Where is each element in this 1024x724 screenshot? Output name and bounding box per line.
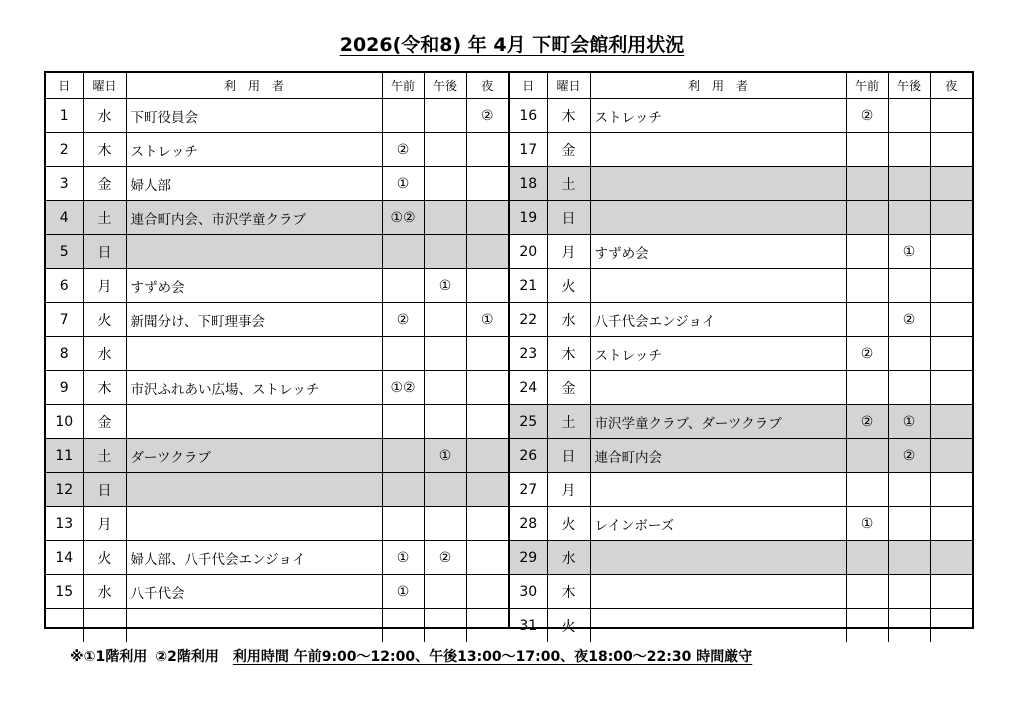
table-days-16-31 (510, 73, 972, 642)
cell-day: 6 (46, 269, 83, 303)
table-row (510, 473, 972, 507)
header-user: 利 用 者 (126, 73, 382, 99)
cell-weekday: 土 (83, 439, 126, 473)
cell-afternoon: ① (888, 235, 930, 269)
cell-weekday: 木 (547, 337, 590, 371)
table-row (510, 201, 972, 235)
cell-night (466, 269, 508, 303)
cell-morning (846, 167, 888, 201)
table-right-half (508, 73, 972, 635)
cell-weekday: 水 (83, 575, 126, 609)
cell-night (466, 609, 508, 643)
header-user: 利 用 者 (590, 73, 846, 99)
cell-morning: ①② (382, 201, 424, 235)
cell-night (466, 201, 508, 235)
cell-weekday: 水 (547, 303, 590, 337)
cell-morning: ①② (382, 371, 424, 405)
cell-afternoon (888, 541, 930, 575)
cell-weekday: 土 (547, 167, 590, 201)
cell-weekday: 木 (547, 575, 590, 609)
cell-afternoon (424, 303, 466, 337)
cell-afternoon: ① (888, 405, 930, 439)
cell-afternoon (888, 269, 930, 303)
cell-afternoon: ② (424, 541, 466, 575)
legend-first-floor: ※①1階利用 (70, 649, 148, 665)
cell-night (930, 575, 972, 609)
cell-night (930, 439, 972, 473)
document-title (0, 30, 1024, 57)
cell-night (930, 235, 972, 269)
cell-morning (846, 201, 888, 235)
cell-afternoon (888, 507, 930, 541)
cell-morning (382, 405, 424, 439)
cell-afternoon (424, 337, 466, 371)
table-days-1-15 (46, 73, 508, 642)
cell-morning: ① (382, 167, 424, 201)
cell-night (466, 473, 508, 507)
cell-day: 23 (510, 337, 547, 371)
cell-weekday: 日 (83, 235, 126, 269)
cell-night (466, 439, 508, 473)
cell-weekday: 水 (83, 337, 126, 371)
cell-day: 30 (510, 575, 547, 609)
cell-night (466, 405, 508, 439)
cell-weekday: 日 (83, 473, 126, 507)
table-row (46, 575, 508, 609)
cell-night: ② (466, 99, 508, 133)
cell-afternoon (424, 99, 466, 133)
cell-weekday: 月 (547, 235, 590, 269)
cell-afternoon (424, 133, 466, 167)
cell-weekday: 火 (547, 507, 590, 541)
cell-day: 29 (510, 541, 547, 575)
table-row (46, 371, 508, 405)
table-row (46, 541, 508, 575)
cell-afternoon (888, 473, 930, 507)
cell-night (930, 507, 972, 541)
cell-morning (846, 133, 888, 167)
cell-day: 13 (46, 507, 83, 541)
cell-morning: ② (846, 99, 888, 133)
cell-weekday: 金 (547, 371, 590, 405)
cell-night (466, 167, 508, 201)
cell-day: 18 (510, 167, 547, 201)
cell-day: 21 (510, 269, 547, 303)
cell-weekday: 月 (83, 269, 126, 303)
table-body-right (510, 99, 972, 643)
cell-morning (382, 99, 424, 133)
cell-night (930, 269, 972, 303)
cell-night (466, 371, 508, 405)
cell-day: 15 (46, 575, 83, 609)
cell-day: 16 (510, 99, 547, 133)
cell-weekday: 日 (547, 201, 590, 235)
table-row (46, 303, 508, 337)
cell-user (590, 541, 846, 575)
header-day: 日 (46, 73, 83, 99)
cell-weekday: 月 (83, 507, 126, 541)
cell-user (126, 235, 382, 269)
cell-user (590, 609, 846, 643)
cell-afternoon (424, 609, 466, 643)
cell-day: 9 (46, 371, 83, 405)
cell-morning (382, 439, 424, 473)
cell-day: 12 (46, 473, 83, 507)
table-row (46, 269, 508, 303)
cell-afternoon (424, 235, 466, 269)
cell-user (126, 405, 382, 439)
cell-afternoon (888, 609, 930, 643)
cell-day: 27 (510, 473, 547, 507)
cell-weekday: 土 (547, 405, 590, 439)
cell-user: 連合町内会 (590, 439, 846, 473)
cell-night (930, 541, 972, 575)
cell-afternoon (424, 405, 466, 439)
cell-morning (382, 235, 424, 269)
table-row (46, 473, 508, 507)
cell-morning: ① (846, 507, 888, 541)
cell-weekday: 水 (547, 541, 590, 575)
footnote (70, 646, 752, 666)
cell-morning: ① (382, 541, 424, 575)
cell-afternoon (424, 507, 466, 541)
header-day: 日 (510, 73, 547, 99)
cell-night (466, 507, 508, 541)
cell-user: レインボーズ (590, 507, 846, 541)
table-row (510, 133, 972, 167)
cell-morning (846, 235, 888, 269)
cell-user (590, 133, 846, 167)
cell-day (46, 609, 83, 643)
title-text: 2026(令和8) 年 4月 下町会館利用状況 (339, 34, 685, 56)
cell-weekday (83, 609, 126, 643)
cell-afternoon: ② (888, 303, 930, 337)
cell-afternoon (424, 473, 466, 507)
cell-user (126, 473, 382, 507)
cell-weekday: 水 (83, 99, 126, 133)
cell-night (466, 235, 508, 269)
cell-night (466, 541, 508, 575)
cell-morning: ② (846, 405, 888, 439)
cell-night (930, 473, 972, 507)
table-row (46, 201, 508, 235)
cell-afternoon: ② (888, 439, 930, 473)
cell-weekday: 月 (547, 473, 590, 507)
cell-morning (846, 609, 888, 643)
cell-user (126, 337, 382, 371)
header-row (46, 73, 508, 99)
cell-weekday: 木 (547, 99, 590, 133)
cell-night (930, 133, 972, 167)
cell-afternoon: ① (424, 269, 466, 303)
cell-day: 10 (46, 405, 83, 439)
table-row (510, 609, 972, 643)
table-row (510, 269, 972, 303)
cell-weekday: 土 (83, 201, 126, 235)
cell-morning (382, 473, 424, 507)
header-weekday: 曜日 (547, 73, 590, 99)
table-row (510, 167, 972, 201)
cell-user (126, 609, 382, 643)
header-morning: 午前 (846, 73, 888, 99)
cell-weekday: 金 (547, 133, 590, 167)
cell-night (930, 201, 972, 235)
cell-day: 2 (46, 133, 83, 167)
cell-day: 19 (510, 201, 547, 235)
table-row (510, 405, 972, 439)
cell-user: 新聞分け、下町理事会 (126, 303, 382, 337)
cell-afternoon (888, 337, 930, 371)
cell-night (930, 405, 972, 439)
cell-day: 24 (510, 371, 547, 405)
cell-afternoon (424, 201, 466, 235)
cell-weekday: 火 (83, 541, 126, 575)
cell-user: 下町役員会 (126, 99, 382, 133)
table-row (510, 575, 972, 609)
cell-afternoon (888, 99, 930, 133)
table-row (510, 439, 972, 473)
cell-morning: ② (846, 337, 888, 371)
cell-day: 8 (46, 337, 83, 371)
cell-morning (382, 269, 424, 303)
cell-night (466, 133, 508, 167)
table-row (510, 235, 972, 269)
cell-day: 20 (510, 235, 547, 269)
table-row (46, 133, 508, 167)
cell-morning (846, 269, 888, 303)
cell-user: 八千代会 (126, 575, 382, 609)
cell-day: 17 (510, 133, 547, 167)
header-afternoon: 午後 (888, 73, 930, 99)
cell-user (590, 371, 846, 405)
cell-afternoon (424, 575, 466, 609)
cell-day: 22 (510, 303, 547, 337)
cell-night (930, 609, 972, 643)
cell-day: 7 (46, 303, 83, 337)
cell-user: すずめ会 (590, 235, 846, 269)
cell-morning: ① (382, 575, 424, 609)
cell-user: 市沢ふれあい広場、ストレッチ (126, 371, 382, 405)
cell-morning: ② (382, 303, 424, 337)
cell-night (930, 303, 972, 337)
cell-afternoon (888, 133, 930, 167)
legend-second-floor: ②2階利用 (155, 649, 219, 665)
cell-night (466, 575, 508, 609)
table-row (46, 507, 508, 541)
cell-morning (846, 371, 888, 405)
header-row (510, 73, 972, 99)
cell-afternoon (888, 201, 930, 235)
cell-user: ダーツクラブ (126, 439, 382, 473)
table-left-half (46, 73, 508, 627)
cell-day: 5 (46, 235, 83, 269)
table-row (46, 609, 508, 643)
cell-user: 婦人部、八千代会エンジョイ (126, 541, 382, 575)
table-row (510, 337, 972, 371)
table-row (510, 507, 972, 541)
cell-user (590, 575, 846, 609)
table-row (46, 167, 508, 201)
cell-user (126, 507, 382, 541)
cell-morning (846, 541, 888, 575)
cell-weekday: 木 (83, 133, 126, 167)
cell-morning (382, 609, 424, 643)
cell-weekday: 火 (83, 303, 126, 337)
cell-weekday: 日 (547, 439, 590, 473)
cell-day: 31 (510, 609, 547, 643)
cell-morning (846, 473, 888, 507)
cell-user (590, 167, 846, 201)
cell-day: 14 (46, 541, 83, 575)
cell-weekday: 火 (547, 269, 590, 303)
table-row (46, 405, 508, 439)
table-row (46, 337, 508, 371)
cell-morning: ② (382, 133, 424, 167)
cell-user (590, 473, 846, 507)
table-row (46, 235, 508, 269)
cell-night (930, 337, 972, 371)
cell-weekday: 金 (83, 405, 126, 439)
cell-user (590, 201, 846, 235)
table-row (46, 99, 508, 133)
cell-night (930, 99, 972, 133)
cell-user: ストレッチ (590, 99, 846, 133)
cell-day: 1 (46, 99, 83, 133)
header-afternoon: 午後 (424, 73, 466, 99)
cell-night (466, 337, 508, 371)
header-weekday: 曜日 (83, 73, 126, 99)
header-night: 夜 (466, 73, 508, 99)
cell-user: 市沢学童クラブ、ダーツクラブ (590, 405, 846, 439)
table-row (46, 439, 508, 473)
table-row (510, 303, 972, 337)
cell-user: ストレッチ (126, 133, 382, 167)
cell-afternoon (888, 371, 930, 405)
cell-afternoon (424, 371, 466, 405)
cell-night: ① (466, 303, 508, 337)
cell-afternoon: ① (424, 439, 466, 473)
cell-morning (846, 575, 888, 609)
cell-weekday: 木 (83, 371, 126, 405)
cell-day: 25 (510, 405, 547, 439)
cell-user: ストレッチ (590, 337, 846, 371)
header-morning: 午前 (382, 73, 424, 99)
cell-user (590, 269, 846, 303)
cell-morning (382, 337, 424, 371)
usage-hours-note: 利用時間 午前9:00～12:00、午後13:00～17:00、夜18:00～22:30 時間厳守 (232, 649, 753, 665)
cell-afternoon (888, 575, 930, 609)
table-body-left (46, 99, 508, 643)
cell-day: 28 (510, 507, 547, 541)
cell-morning (846, 439, 888, 473)
cell-afternoon (424, 167, 466, 201)
table-row (510, 541, 972, 575)
cell-day: 26 (510, 439, 547, 473)
cell-user: 八千代会エンジョイ (590, 303, 846, 337)
header-night: 夜 (930, 73, 972, 99)
cell-weekday: 火 (547, 609, 590, 643)
cell-morning (846, 303, 888, 337)
cell-user: 婦人部 (126, 167, 382, 201)
table-row (510, 99, 972, 133)
cell-day: 4 (46, 201, 83, 235)
cell-user: 連合町内会、市沢学童クラブ (126, 201, 382, 235)
cell-day: 11 (46, 439, 83, 473)
cell-weekday: 金 (83, 167, 126, 201)
usage-table (44, 71, 974, 635)
cell-morning (382, 507, 424, 541)
cell-user: すずめ会 (126, 269, 382, 303)
cell-night (930, 371, 972, 405)
table-row (510, 371, 972, 405)
cell-day: 3 (46, 167, 83, 201)
cell-afternoon (888, 167, 930, 201)
cell-night (930, 167, 972, 201)
